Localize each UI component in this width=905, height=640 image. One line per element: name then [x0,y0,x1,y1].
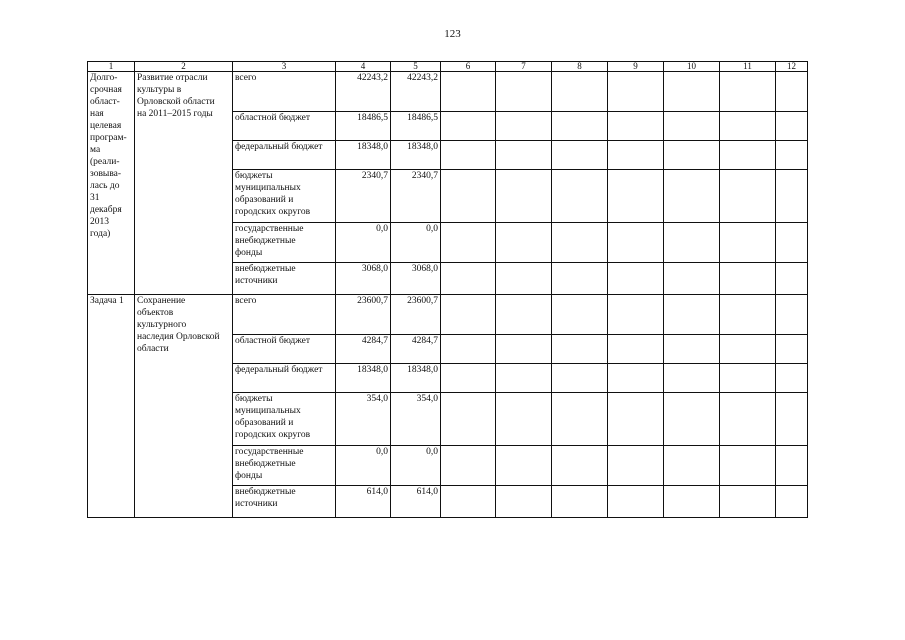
empty-cell-col7 [496,170,552,223]
empty-cell-col8 [552,364,608,393]
empty-cell-col9 [608,393,664,446]
page-number: 123 [444,28,461,40]
value-col4: 354,0 [336,393,391,446]
col-header: 8 [552,62,608,72]
funding-source-cell [233,393,336,446]
value-col5: 42243,2 [391,72,441,112]
empty-cell-col6 [441,72,496,112]
empty-cell-col12 [776,223,808,263]
empty-cell-col11 [720,112,776,141]
empty-cell-col6 [441,170,496,223]
empty-cell-col12 [776,393,808,446]
empty-cell-col7 [496,141,552,170]
empty-cell-col12 [776,141,808,170]
empty-cell-col12 [776,364,808,393]
task-name-line: культурного [137,320,187,330]
task-name-cell [135,295,233,518]
empty-cell-col9 [608,446,664,486]
funding-source-line: федеральный бюджет [235,365,323,375]
col-header: 12 [776,62,808,72]
empty-cell-col11 [720,263,776,295]
empty-cell-col6 [441,263,496,295]
value-col5: 354,0 [391,393,441,446]
empty-cell-col10 [664,486,720,518]
funding-source-cell [233,295,336,335]
value-col5: 3068,0 [391,263,441,295]
empty-cell-col6 [441,486,496,518]
funding-source-line: бюджеты [235,394,273,404]
funding-source-line: всего [235,296,257,306]
col-header: 10 [664,62,720,72]
funding-source-line: государственные [235,224,304,234]
empty-cell-col8 [552,223,608,263]
funding-source-line: источники [235,499,278,509]
empty-cell-col7 [496,486,552,518]
value-col4: 18348,0 [336,364,391,393]
value-col4: 0,0 [336,446,391,486]
funding-source-line: муниципальных [235,183,301,193]
funding-source-line: областной бюджет [235,113,311,123]
program-label-line: зовыва- [90,169,122,179]
program-label-line: лась до [90,181,120,191]
table-row [88,295,808,335]
value-col4: 614,0 [336,486,391,518]
funding-source-line: федеральный бюджет [235,142,323,152]
task-name-line: объектов [137,308,174,318]
program-label-line: (реали- [90,157,120,167]
empty-cell-col11 [720,223,776,263]
funding-source-cell [233,486,336,518]
task-label-cell [88,295,135,518]
value-col5: 2340,7 [391,170,441,223]
empty-cell-col8 [552,393,608,446]
value-col4: 18486,5 [336,112,391,141]
empty-cell-col12 [776,335,808,364]
value-col5: 0,0 [391,446,441,486]
program-name-line: культуры в [137,85,182,95]
funding-source-line: внебюджетные [235,236,296,246]
program-label-line: програм- [90,133,127,143]
program-label-line: ная [90,109,104,119]
value-col5: 18486,5 [391,112,441,141]
empty-cell-col12 [776,72,808,112]
funding-source-cell [233,335,336,364]
program-name-cell [135,72,233,295]
col-header: 6 [441,62,496,72]
funding-source-cell [233,223,336,263]
funding-source-cell [233,263,336,295]
program-name-line: Орловской области [137,97,215,107]
value-col4: 4284,7 [336,335,391,364]
empty-cell-col7 [496,223,552,263]
col-header: 11 [720,62,776,72]
empty-cell-col8 [552,170,608,223]
value-col5: 614,0 [391,486,441,518]
empty-cell-col8 [552,263,608,295]
empty-cell-col12 [776,295,808,335]
empty-cell-col12 [776,112,808,141]
empty-cell-col11 [720,393,776,446]
task-name-line: области [137,344,169,354]
empty-cell-col10 [664,393,720,446]
funding-source-cell [233,446,336,486]
empty-cell-col10 [664,141,720,170]
value-col4: 2340,7 [336,170,391,223]
empty-cell-col11 [720,141,776,170]
funding-source-cell [233,141,336,170]
empty-cell-col10 [664,263,720,295]
empty-cell-col8 [552,335,608,364]
empty-cell-col9 [608,263,664,295]
program-label-line: Долго- [90,73,118,83]
empty-cell-col12 [776,446,808,486]
empty-cell-col6 [441,393,496,446]
empty-cell-col10 [664,295,720,335]
funding-source-line: фонды [235,471,263,481]
empty-cell-col6 [441,446,496,486]
program-label-line: 2013 [90,217,109,227]
program-label-line: срочная [90,85,122,95]
empty-cell-col9 [608,364,664,393]
empty-cell-col10 [664,223,720,263]
budget-table [87,61,808,518]
funding-source-line: муниципальных [235,406,301,416]
col-header: 5 [391,62,441,72]
empty-cell-col10 [664,170,720,223]
empty-cell-col11 [720,364,776,393]
funding-source-line: городских округов [235,430,311,440]
value-col5: 18348,0 [391,141,441,170]
funding-source-line: образований и [235,195,294,205]
empty-cell-col7 [496,335,552,364]
funding-source-line: всего [235,73,257,83]
empty-cell-col10 [664,446,720,486]
table-row [88,72,808,112]
empty-cell-col7 [496,72,552,112]
task-name-line: наследия Орловской [137,332,220,342]
empty-cell-col9 [608,223,664,263]
empty-cell-col9 [608,141,664,170]
empty-cell-col8 [552,112,608,141]
funding-source-line: фонды [235,248,263,258]
col-header: 2 [135,62,233,72]
empty-cell-col6 [441,112,496,141]
funding-source-line: бюджеты [235,171,273,181]
funding-source-line: городских округов [235,207,311,217]
value-col4: 42243,2 [336,72,391,112]
funding-source-cell [233,112,336,141]
program-name-line: Развитие отрасли [137,73,208,83]
funding-source-line: внебюджетные [235,264,296,274]
empty-cell-col9 [608,112,664,141]
program-label-line: ма [90,145,101,155]
empty-cell-col12 [776,170,808,223]
program-label-line: 31 [90,193,100,203]
funding-source-line: областной бюджет [235,336,311,346]
program-label-line: года) [90,229,111,239]
empty-cell-col8 [552,72,608,112]
empty-cell-col8 [552,295,608,335]
empty-cell-col9 [608,72,664,112]
program-label-line: област- [90,97,120,107]
program-label-line: декабря [90,205,122,215]
value-col4: 3068,0 [336,263,391,295]
funding-source-line: источники [235,276,278,286]
empty-cell-col9 [608,486,664,518]
task-label: Задача 1 [90,296,124,306]
empty-cell-col6 [441,141,496,170]
empty-cell-col7 [496,364,552,393]
empty-cell-col6 [441,364,496,393]
empty-cell-col12 [776,486,808,518]
empty-cell-col7 [496,295,552,335]
funding-source-cell [233,364,336,393]
empty-cell-col11 [720,486,776,518]
empty-cell-col8 [552,446,608,486]
value-col5: 4284,7 [391,335,441,364]
value-col5: 23600,7 [391,295,441,335]
value-col4: 23600,7 [336,295,391,335]
col-header: 9 [608,62,664,72]
empty-cell-col7 [496,112,552,141]
empty-cell-col11 [720,335,776,364]
value-col4: 0,0 [336,223,391,263]
program-name-line: на 2011–2015 годы [137,109,213,119]
program-label-line: целевая [90,121,122,131]
empty-cell-col7 [496,393,552,446]
funding-source-cell [233,72,336,112]
col-header: 7 [496,62,552,72]
empty-cell-col9 [608,170,664,223]
empty-cell-col11 [720,446,776,486]
value-col5: 18348,0 [391,364,441,393]
task-name-line: Сохранение [137,296,186,306]
empty-cell-col11 [720,170,776,223]
header-row [88,62,808,72]
empty-cell-col7 [496,263,552,295]
funding-source-line: внебюджетные [235,487,296,497]
empty-cell-col11 [720,295,776,335]
col-header: 4 [336,62,391,72]
empty-cell-col6 [441,295,496,335]
empty-cell-col7 [496,446,552,486]
empty-cell-col10 [664,112,720,141]
funding-source-line: образований и [235,418,294,428]
empty-cell-col6 [441,223,496,263]
empty-cell-col10 [664,364,720,393]
empty-cell-col8 [552,141,608,170]
empty-cell-col10 [664,335,720,364]
empty-cell-col6 [441,335,496,364]
col-header: 1 [88,62,135,72]
empty-cell-col9 [608,335,664,364]
funding-source-line: внебюджетные [235,459,296,469]
program-label-cell [88,72,135,295]
col-header: 3 [233,62,336,72]
value-col4: 18348,0 [336,141,391,170]
empty-cell-col12 [776,263,808,295]
empty-cell-col10 [664,72,720,112]
empty-cell-col11 [720,72,776,112]
empty-cell-col9 [608,295,664,335]
funding-source-line: государственные [235,447,304,457]
funding-source-cell [233,170,336,223]
value-col5: 0,0 [391,223,441,263]
empty-cell-col8 [552,486,608,518]
